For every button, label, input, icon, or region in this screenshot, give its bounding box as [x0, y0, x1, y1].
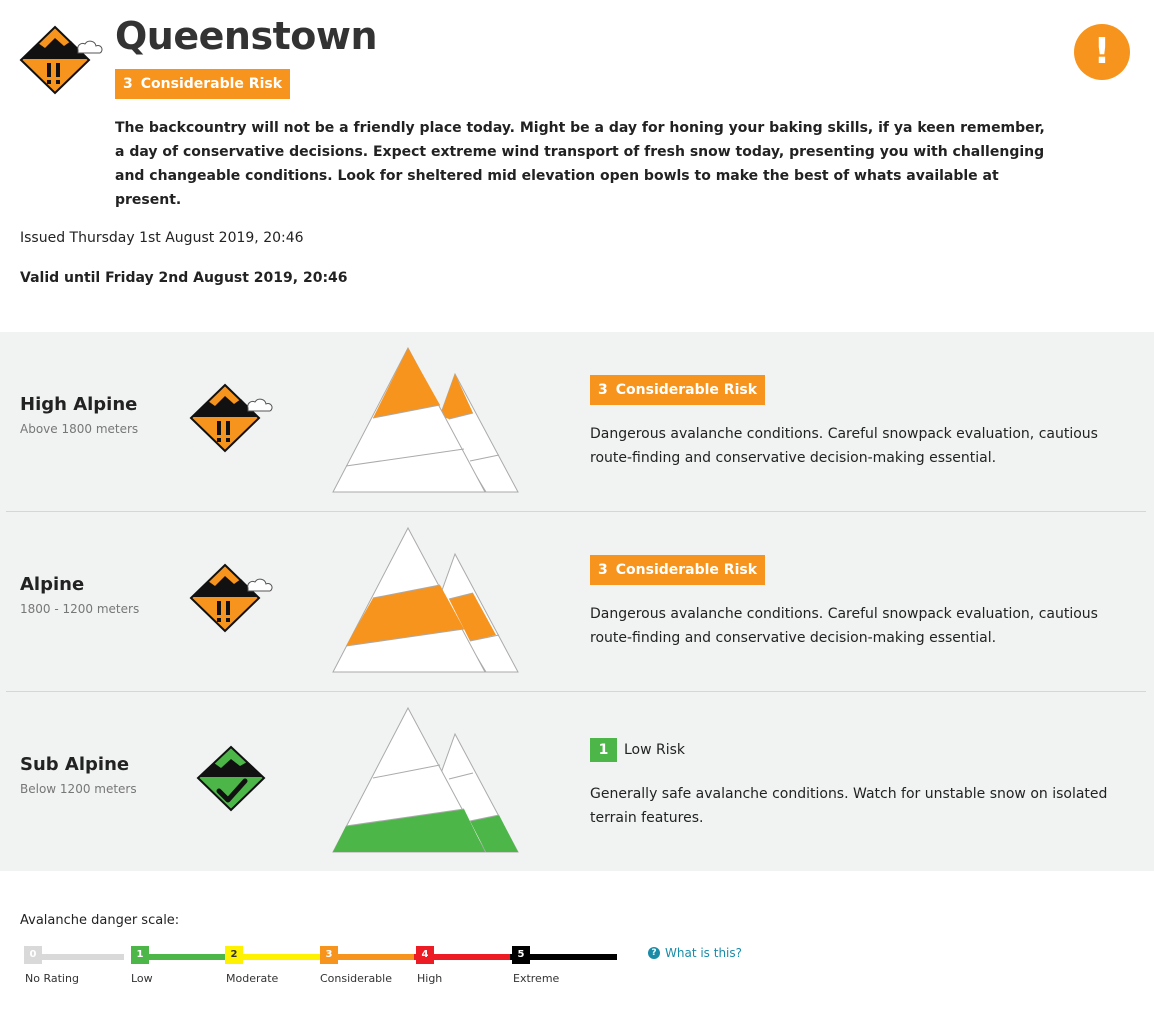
- what-is-this-text: What is this?: [665, 946, 743, 960]
- risk-label: Low Risk: [624, 742, 686, 758]
- risk-label: Considerable Risk: [615, 382, 758, 398]
- band-description: Dangerous avalanche conditions. Careful snowpack evaluation, cautious route-finding and conservative decision-making essential.: [590, 606, 1098, 646]
- risk-number: 3: [598, 562, 608, 578]
- risk-label: Considerable Risk: [615, 562, 758, 578]
- band-name: High Alpine: [20, 394, 138, 415]
- band-description: Dangerous avalanche conditions. Careful snowpack evaluation, cautious route-finding and conservative decision-making essential.: [590, 426, 1098, 466]
- scale-label-low: Low: [131, 972, 153, 985]
- band-risk-badge: [590, 555, 765, 585]
- band-sub-alpine: [0, 692, 1154, 872]
- considerable-danger-icon: [188, 382, 274, 454]
- scale-level-1: 1: [131, 946, 149, 964]
- scale-label-high: High: [417, 972, 443, 985]
- band-risk-badge: [590, 738, 685, 762]
- issued-date: Issued Thursday 1st August 2019, 20:46: [20, 230, 304, 246]
- considerable-danger-icon: [188, 562, 274, 634]
- danger-scale: [24, 946, 624, 996]
- help-icon: ?: [648, 947, 660, 959]
- risk-number: 1: [590, 738, 617, 762]
- alert-icon[interactable]: !: [1074, 24, 1130, 80]
- mountain-sub-alpine-icon: [330, 706, 520, 854]
- band-description: Generally safe avalanche conditions. Watch for unstable snow on isolated terrain features.: [590, 786, 1108, 826]
- scale-label-no-rating: No Rating: [25, 972, 79, 985]
- band-name: Sub Alpine: [20, 754, 130, 775]
- band-risk-badge: [590, 375, 765, 405]
- danger-scale-label: Avalanche danger scale:: [20, 913, 180, 928]
- mountain-high-alpine-icon: [330, 346, 520, 494]
- page-title: Queenstown: [115, 14, 378, 58]
- elevation-bands: [0, 332, 1154, 871]
- band-name: Alpine: [20, 574, 85, 595]
- band-alpine: [0, 512, 1154, 692]
- band-high-alpine: [0, 332, 1154, 512]
- scale-label-extreme: Extreme: [513, 972, 560, 985]
- risk-label: Considerable Risk: [140, 76, 283, 92]
- scale-label-moderate: Moderate: [226, 972, 279, 985]
- scale-level-2: 2: [225, 946, 243, 964]
- risk-number: 3: [123, 76, 133, 92]
- scale-level-4: 4: [416, 946, 434, 964]
- scale-level-3: 3: [320, 946, 338, 964]
- risk-number: 3: [598, 382, 608, 398]
- mountain-alpine-icon: [330, 526, 520, 674]
- considerable-danger-icon: [18, 24, 104, 96]
- what-is-this-link[interactable]: [648, 946, 742, 960]
- low-danger-check-icon: [188, 744, 274, 816]
- overall-risk-badge: [115, 69, 290, 99]
- band-elevation: Above 1800 meters: [20, 422, 139, 436]
- forecast-summary: The backcountry will not be a friendly place today. Might be a day for honing your baking skills, if ya keen remember, a day of conservative decisions. Expect extreme wind transport of fresh snow today, presenting you with challenging and changeable conditions. Look for sheltered mid elevation open bowls to make the best of whats available at present.: [115, 120, 1045, 208]
- scale-label-considerable: Considerable: [320, 972, 392, 985]
- scale-level-5: 5: [512, 946, 530, 964]
- valid-until-date: Valid until Friday 2nd August 2019, 20:46: [20, 270, 348, 286]
- band-elevation: 1800 - 1200 meters: [20, 602, 140, 616]
- band-elevation: Below 1200 meters: [20, 782, 137, 796]
- scale-level-0: 0: [24, 946, 42, 964]
